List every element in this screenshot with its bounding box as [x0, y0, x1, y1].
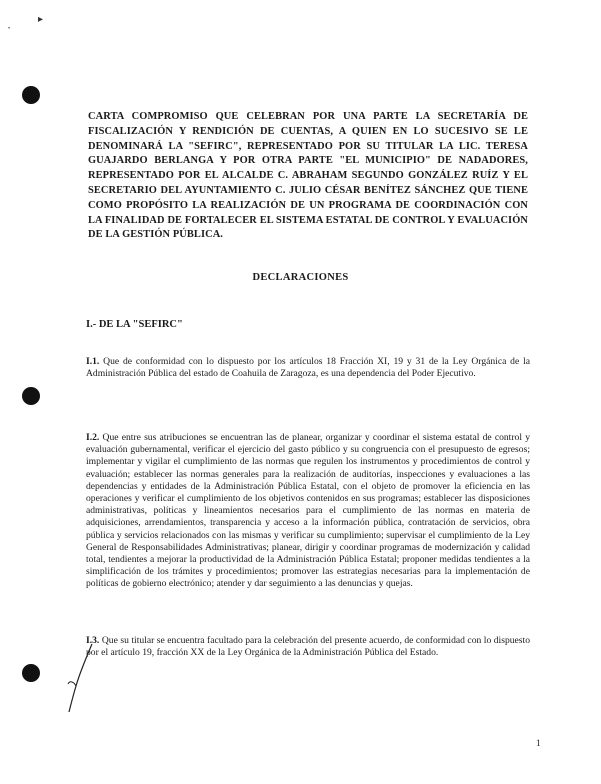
punch-hole-bottom — [22, 664, 40, 682]
paragraph-text: Que entre sus atribuciones se encuentran las de planear, organizar y coordinar el sistema estatal de control y evaluación gubernamental, verificar el ejercicio del gasto público y su congruencia con el presupuesto de egresos; implementar y vigilar el cumplimiento de las normas que regulen los instrumentos y procedimientos de control y evaluación; establecer las normas generales para la realización de auditorías, inspecciones y evaluaciones a las dependencias y entidades de la Administración Pública Estatal, con el objeto de promover la eficiencia en las operaciones y verificar el cumplimiento de los objetivos contenidos en sus programas; establecer las disposiciones administrativas, políticas y lineamientos necesarios para el cumplimiento de las normas en materia de adquisiciones, arrendamientos, transparencia y acceso a la información pública, contratación de servicios, obra pública y servicios relacionados con las mismas y verificar su cumplimiento; supervisar el cumplimiento de la Ley General de Responsabilidades Administrativas; planear, dirigir y coordinar programas de modernización y calidad total, tendientes a mejorar la productividad de la Administración Pública Estatal; proponer medidas tendientes a la simplificación de los trámites y procedimientos; promover las estrategias necesarias para la implementación de políticas de gobierno electrónico; atender y dar seguimiento a las denuncias y quejas. — [86, 432, 530, 590]
signature-mark — [62, 642, 96, 714]
paragraph-number: I.3. — [86, 635, 100, 646]
punch-hole-middle — [22, 387, 40, 405]
paragraph-text: Que su titular se encuentra facultado para la celebración del presente acuerdo, de conformidad con lo dispuesto por el artículo 19, fracción XX de la Ley Orgánica de la Administración Pública del Estado. — [86, 635, 530, 659]
paragraph-number: I.2. — [86, 432, 100, 443]
document-title: CARTA COMPROMISO QUE CELEBRAN POR UNA PARTE LA SECRETARÍA DE FISCALIZACIÓN Y RENDICIÓN DE CUENTAS, A QUIEN EN LO SUCESIVO SE LE DENOMINARÁ LA "SEFIRC", REPRESENTADO POR SU TITULAR LA LIC. TERESA GUAJARDO BERLANGA Y POR OTRA PARTE "EL MUNICIPIO" DE NADADORES, REPRESENTADO POR EL ALCALDE C. ABRAHAM SEGUNDO GONZÁLEZ RUÍZ Y EL SECRETARIO DEL AYUNTAMIENTO C. JULIO CÉSAR BENÍTEZ SÁNCHEZ QUE TIENE COMO PROPÓSITO LA REALIZACIÓN DE UN PROGRAMA DE COORDINACIÓN CON LA FINALIDAD DE FORTALECER EL SISTEMA ESTATAL DE CONTROL Y EVALUACIÓN DE LA GESTIÓN PÚBLICA. — [88, 111, 528, 241]
paragraph-number: I.1. — [86, 356, 100, 367]
scan-speck: • — [8, 26, 11, 32]
scan-speck: ▸ — [38, 14, 44, 25]
section-label: I.- DE LA "SEFIRC" — [86, 319, 183, 330]
punch-hole-top — [22, 86, 40, 104]
page-number: 1 — [536, 738, 541, 748]
paragraph-i1 — [86, 356, 530, 380]
paragraph-i2 — [86, 432, 530, 591]
paragraph-text: Que de conformidad con lo dispuesto por los artículos 18 Fracción XI, 19 y 31 de la Ley Orgánica de la Administración Pública del estado de Coahuila de Zaragoza, es una dependencia del Poder Ejecutivo. — [86, 356, 530, 380]
paragraph-i3 — [86, 635, 530, 659]
declarations-heading: DECLARACIONES — [252, 272, 349, 283]
